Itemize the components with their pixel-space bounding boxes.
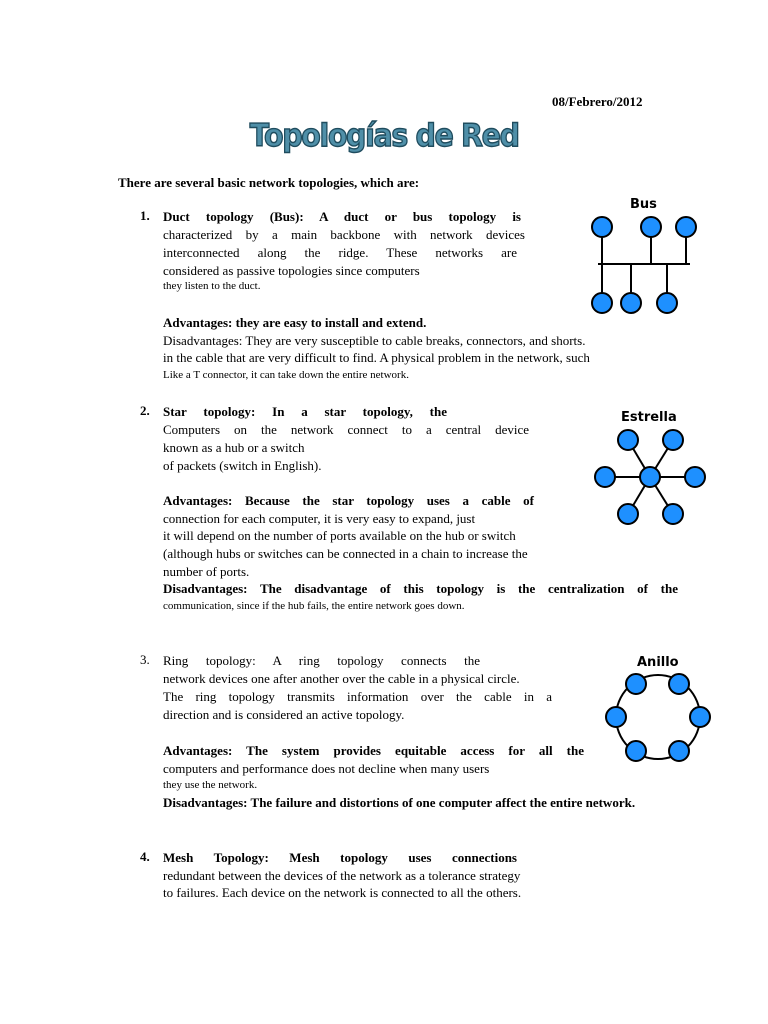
section-heading: Star topology: In a star topology, the [163,404,447,419]
body-line: number of ports. [163,564,250,579]
section-number: 3. [140,652,150,667]
bus-label: Bus [630,197,657,212]
ring-label: Anillo [637,655,679,670]
section-number: 1. [140,208,150,223]
body-line: connection for each computer, it is very easy to expand, just [163,511,476,526]
star-topology-diagram [586,405,718,525]
section-heading: Ring topology: A ring topology connects the [163,653,480,668]
body-line: network devices one after another over the cable in a physical circle. [163,671,520,686]
body-line: redundant between the devices of the network as a tolerance strategy [163,868,521,883]
section-heading: Mesh Topology: Mesh topology uses connections [163,850,517,865]
advantages-line: Advantages: Because the star topology uses a cable of [163,493,534,508]
disadvantages-line: Disadvantages: They are very susceptible to cable breaks, connectors, and shorts. [163,333,586,348]
body-line: known as a hub or a switch [163,440,305,455]
body-line: interconnected along the ridge. These networks are [163,245,517,260]
section-number: 4. [140,849,150,864]
page-title [0,118,768,154]
ring-topology-diagram [596,650,718,770]
body-line: they use the network. [163,779,258,791]
body-line: characterized by a main backbone with network devices [163,227,525,242]
body-line: direction and is considered an active topology. [163,707,405,722]
bus-topology-diagram [582,192,706,320]
advantages-line: Advantages: they are easy to install and extend. [163,315,427,330]
section-number: 2. [140,403,150,418]
body-line: in the cable that are very difficult to find. A physical problem in the network, such [163,350,590,365]
disadvantages-line: Disadvantages: The disadvantage of this topology is the centralization of the [163,581,678,596]
section-heading: Duct topology (Bus): A duct or bus topology is [163,209,521,224]
body-line: of packets (switch in English). [163,458,322,473]
page-title-text: Topologías de Red [249,118,519,154]
body-line: it will depend on the number of ports available on the hub or switch [163,528,516,543]
document-date: 08/Febrero/2012 [552,94,643,109]
body-line: Like a T connector, it can take down the entire network. [163,369,409,381]
body-line: they listen to the duct. [163,280,261,292]
body-line: (although hubs or switches can be connected in a chain to increase the [163,546,528,561]
body-line: considered as passive topologies since computers [163,263,420,278]
body-line: computers and performance does not decline when many users [163,761,490,776]
intro-text: There are several basic network topologies, which are: [118,175,420,190]
body-line: Computers on the network connect to a central device [163,422,529,437]
disadvantages-line: Disadvantages: The failure and distortions of one computer affect the entire network. [163,795,636,810]
body-line: to failures. Each device on the network is connected to all the others. [163,885,522,900]
body-line: The ring topology transmits information over the cable in a [163,689,552,704]
star-label: Estrella [621,410,677,425]
advantages-line: Advantages: The system provides equitable access for all the [163,743,584,758]
body-line: communication, since if the hub fails, the entire network goes down. [163,600,465,612]
